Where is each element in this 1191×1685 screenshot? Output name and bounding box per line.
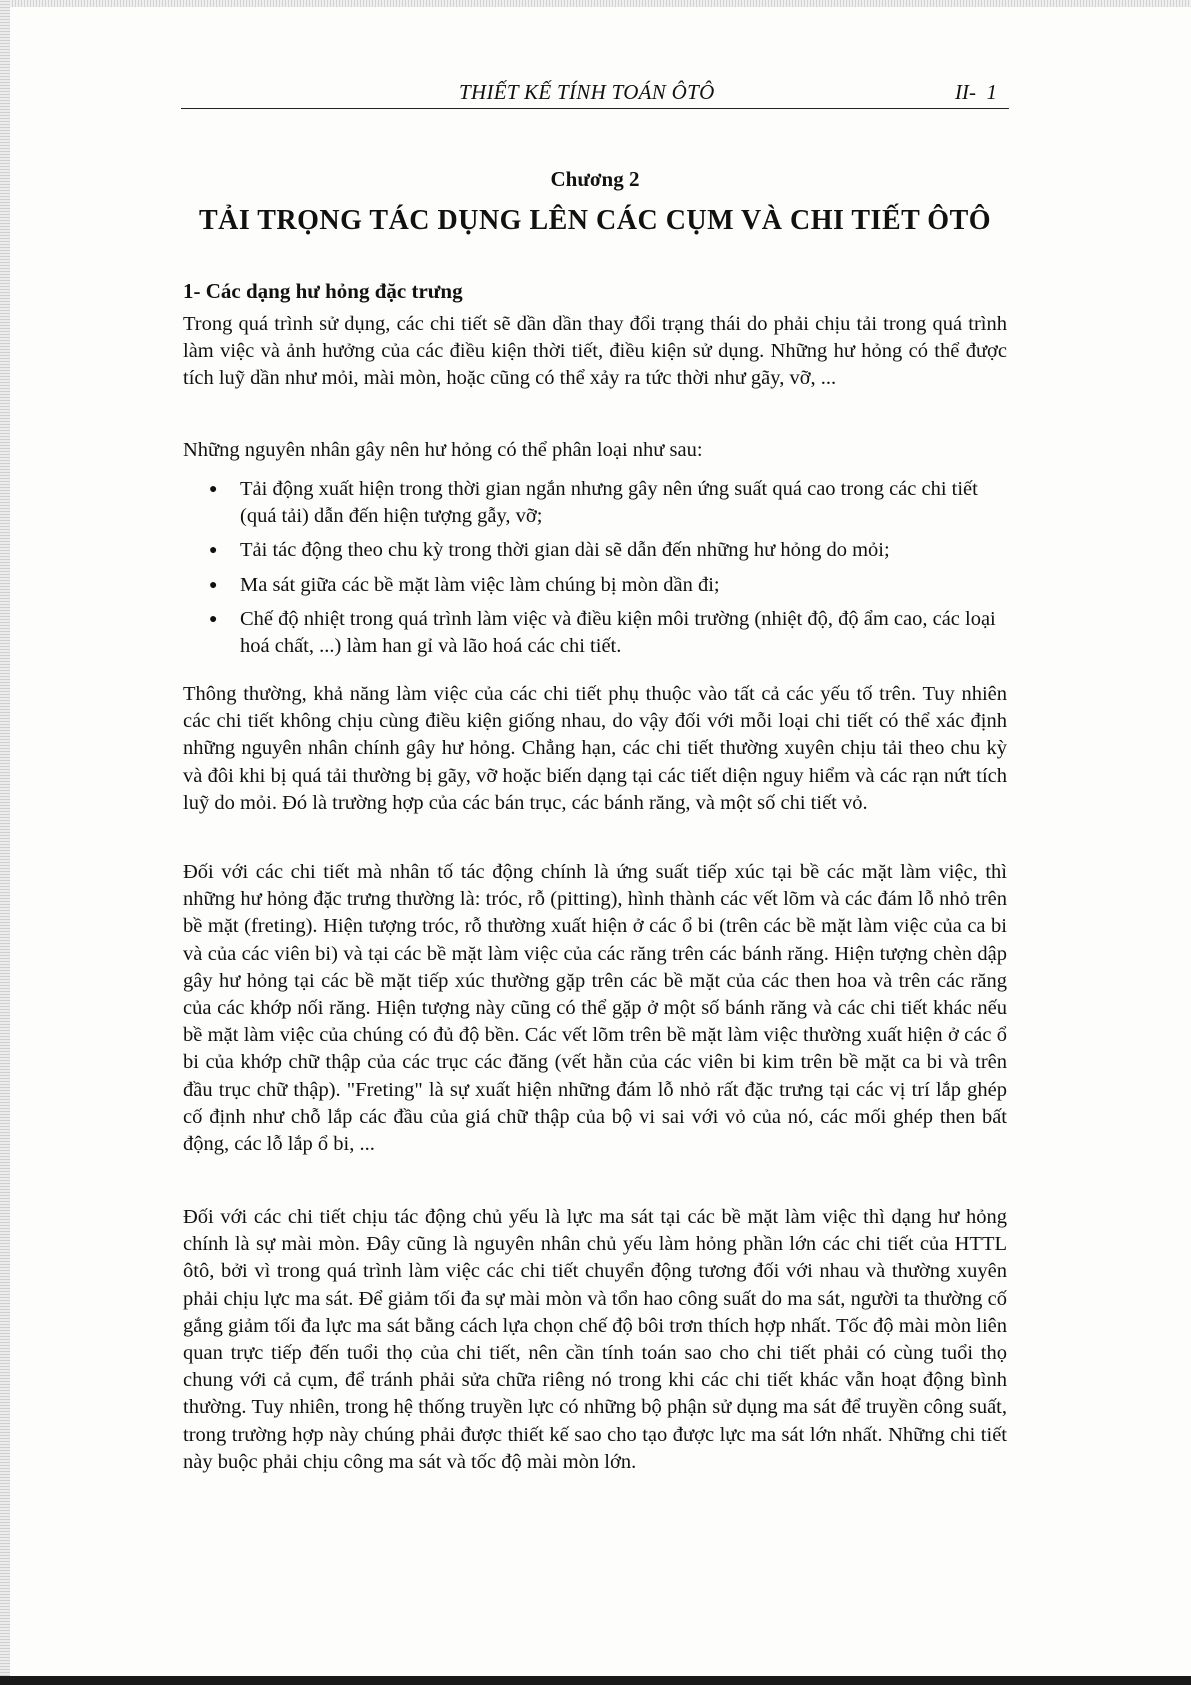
list-item-text: Chế độ nhiệt trong quá trình làm việc và điều kiện môi trường (nhiệt độ, độ ẩm cao, các loại hoá chất, ...) làm han gỉ và lão hoá các chi tiết. — [240, 607, 996, 658]
list-item-text: Tải tác động theo chu kỳ trong thời gian dài sẽ dẫn đến những hư hỏng do mỏi; — [240, 539, 890, 562]
bullet-icon: ● — [209, 577, 218, 593]
list-item — [205, 537, 1007, 564]
chapter-title: TẢI TRỌNG TÁC DỤNG LÊN CÁC CỤM VÀ CHI TIẾT ÔTÔ — [198, 205, 992, 236]
list-item-text: Tải động xuất hiện trong thời gian ngắn nhưng gây nên ứng suất quá cao trong các chi tiết (quá tải) dẫn đến hiện tượng gẫy, vỡ; — [240, 478, 978, 528]
section-heading: 1- Các dạng hư hỏng đặc trưng — [183, 279, 463, 303]
paragraph-causes-lead: Những nguyên nhân gây nên hư hỏng có thể phân loại như sau: — [183, 439, 703, 461]
bullet-icon: ● — [209, 482, 218, 497]
paragraph-wear: Đối với các chi tiết chịu tác động chủ yếu là lực ma sát tại các bề mặt làm việc thì dạng hư hỏng chính là sự mài mòn. Đây cũng là nguyên nhân chủ yếu làm hỏng phần lớn các chi tiết của HTTL ôtô, bởi vì trong quá trình làm việc các chi tiết chuyển động tương đối với nhau và thường xuyên phải chịu lực ma sát. Để giảm tối đa sự mài mòn và tổn hao công suất do ma sát, người ta thường cố gắng giảm tối đa lực ma sát bằng cách lựa chọn chế độ bôi trơn thích hợp nhất. Tốc độ mài mòn liên quan trực tiếp đến tuổi thọ của chi tiết, nên cần tính toán sao cho chi tiết phải có cùng tuổi thọ chung với cả cụm, để tránh phải sửa chữa riêng nó trong khi các chi tiết khác vẫn hoạt động bình thường. Tuy nhiên, trong hệ thống truyền lực có những bộ phận sử dụng ma sát để truyền công suất, trong trường hợp này chúng phải được thiết kế sao cho tạo được lực ma sát lớn nhất. Những chi tiết này buộc phải chịu công ma sát và tốc độ mài mòn lớn. — [183, 1206, 1007, 1473]
page-number: II- 1 — [955, 80, 997, 104]
running-header — [181, 78, 1009, 109]
running-header-title: THIẾT KẾ TÍNH TOÁN ÔTÔ — [459, 80, 715, 104]
paragraph-intro: Trong quá trình sử dụng, các chi tiết sẽ dần dần thay đổi trạng thái do phải chịu tải trong quá trình làm việc và ảnh hưởng của các điều kiện thời tiết, điều kiện sử dụng. Những hư hỏng có thể được tích luỹ dần như mỏi, mài mòn, hoặc cũng có thể xảy ra tức thời như gãy, vỡ, ... — [183, 313, 1007, 390]
list-item — [205, 476, 1007, 530]
list-item — [205, 572, 1007, 599]
paragraph-contact-stress: Đối với các chi tiết mà nhân tố tác động chính là ứng suất tiếp xúc tại bề các mặt làm việc, thì những hư hỏng đặc trưng thường là: tróc, rỗ (pitting), hình thành các vết lõm và các đám lỗ nhỏ trên bề mặt (freting). Hiện tượng tróc, rỗ thường xuất hiện ở các ổ bi (trên các bề mặt làm việc của ca bi và của các viên bi) và tại các bề mặt làm việc của các răng trên các bánh răng. Hiện tượng chèn dập gây hư hỏng tại các bề mặt tiếp xúc thường gặp trên các bề mặt của các then hoa và trên các răng của các khớp nối răng. Hiện tượng này cũng có thể gặp ở một số bánh răng và các chi tiết khác nếu bề mặt làm việc của chúng có đủ độ bền. Các vết lõm trên bề mặt làm việc thường xuất hiện ở các ổ bi của khớp chữ thập của các trục các đăng (vết hằn của các viên bi kim trên bề mặt ca bi và trên đầu trục chữ thập). "Freting" là sự xuất hiện những đám lỗ nhỏ rất đặc trưng tại các vị trí lắp ghép cố định như chỗ lắp các đầu của giá chữ thập của bộ vi sai với vỏ của nó, các mối ghép then bất động, các lỗ lắp ổ bi, ... — [183, 861, 1007, 1156]
causes-list — [205, 476, 1007, 667]
paragraph-working-capacity: Thông thường, khả năng làm việc của các chi tiết phụ thuộc vào tất cả các yếu tố trên. Tuy nhiên các chi tiết không chịu cùng điều kiện giống nhau, do vậy đối với mỗi loại chi tiết có thể xác định những nguyên nhân chính gây hư hỏng. Chẳng hạn, các chi tiết thường xuyên chịu tải theo chu kỳ và đôi khi bị quá tải thường bị gãy, vỡ hoặc biến dạng tại các tiết diện nguy hiểm và các rạn nứt tích luỹ do mỏi. Đó là trường hợp của các bán trục, các bánh răng, và một số chi tiết vỏ. — [183, 683, 1007, 814]
chapter-label: Chương 2 — [550, 167, 640, 191]
scan-border-bottom — [0, 1676, 1191, 1685]
scan-border-left — [0, 0, 10, 1685]
list-item-text: Ma sát giữa các bề mặt làm việc làm chúng bị mòn dần đi; — [240, 573, 720, 596]
scan-border-top — [0, 0, 1191, 7]
bullet-icon: ● — [209, 611, 218, 627]
bullet-icon: ● — [209, 543, 218, 559]
list-item — [205, 606, 1007, 660]
